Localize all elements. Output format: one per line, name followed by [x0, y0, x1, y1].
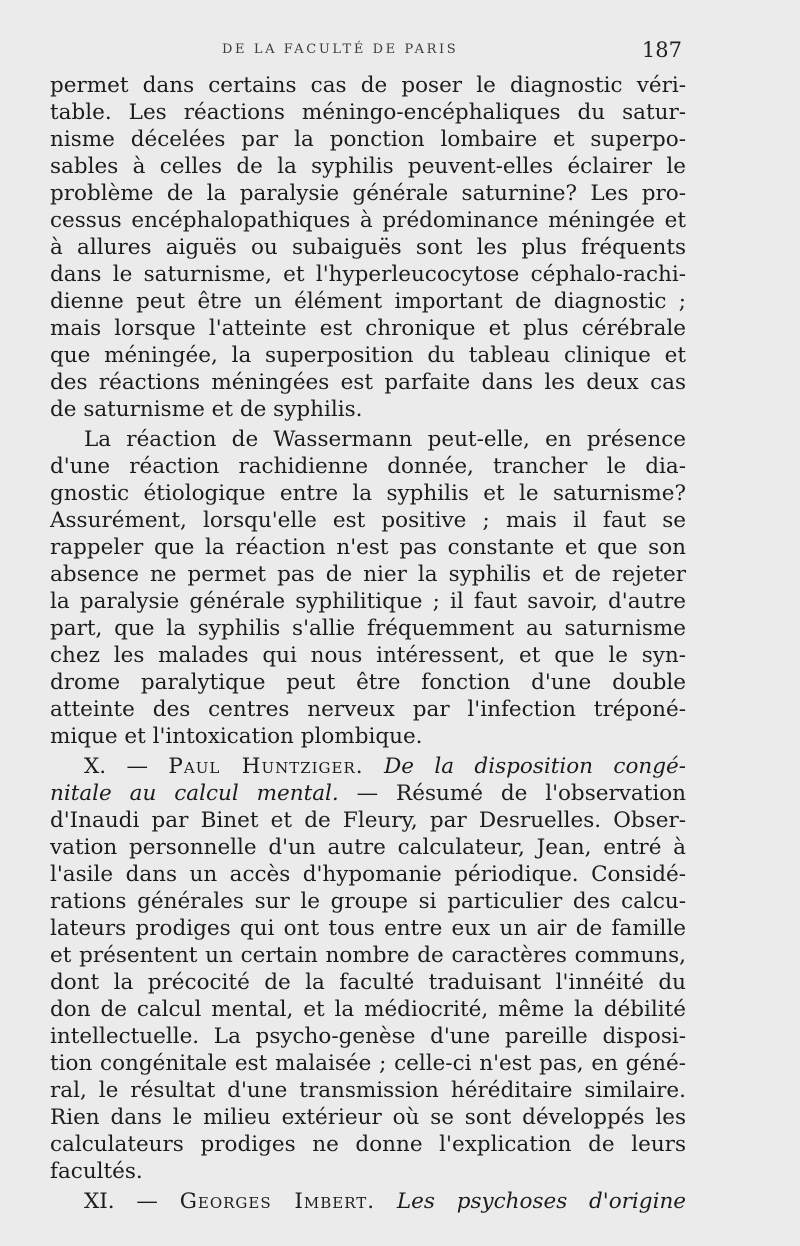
text-line: la paralysie générale syphilitique ; il faut savoir, d'autre: [50, 589, 686, 614]
text-line: rappeler que la réaction n'est pas constante et que son: [50, 535, 686, 560]
text-line: d'Inaudi par Binet et de Fleury, par Desruelles. Obser-: [50, 808, 686, 833]
entry-number: XI.: [84, 1189, 115, 1214]
text-line: part, que la syphilis s'allie fréquemment au saturnisme: [50, 616, 686, 641]
entry-title: De la disposition congé-: [384, 754, 686, 779]
text-line: à allures aiguës ou subaiguës sont les plus fréquents: [50, 235, 686, 260]
text-line: [50, 780, 686, 807]
text-line: dienne peut être un élément important de diagnostic ;: [50, 289, 686, 314]
text-line: ral, le résultat d'une transmission héréditaire similaire.: [50, 1078, 686, 1103]
text-line: chez les malades qui nous intéressent, et que le syn-: [50, 643, 686, 668]
text-line: problème de la paralysie générale saturnine? Les pro-: [50, 181, 686, 206]
text-line: permet dans certains cas de poser le diagnostic véri-: [50, 73, 686, 98]
page-header: [0, 38, 800, 64]
text-line: que méningée, la superposition du tableau clinique et: [50, 343, 686, 368]
text-line: mique et l'intoxication plombique.: [50, 724, 423, 749]
text-line: absence ne permet pas de nier la syphilis et de rejeter: [50, 562, 686, 587]
entry-author: Paul Huntziger.: [168, 754, 364, 779]
entry-title-cont: nitale au calcul mental.: [50, 781, 339, 806]
text-line: drome paralytique peut être fonction d'une double: [50, 670, 686, 695]
text-line: dans le saturnisme, et l'hyperleucocytose céphalo-rachi-: [50, 262, 686, 287]
text-line: La réaction de Wassermann peut-elle, en présence: [84, 427, 686, 452]
text-line: Rien dans le milieu extérieur où se sont développés les: [50, 1105, 686, 1130]
text-line: tion congénitale est malaisée ; celle-ci n'est pas, en géné-: [50, 1051, 686, 1076]
text-line: dont la précocité de la faculté traduisant l'innéité du: [50, 970, 686, 995]
text-line: mais lorsque l'atteinte est chronique et plus cérébrale: [50, 316, 686, 341]
text-line: cessus encéphalopathiques à prédominance méningée et: [50, 208, 686, 233]
text-line: Assurément, lorsqu'elle est positive ; mais il faut se: [50, 508, 686, 533]
text-line: nisme décelées par la ponction lombaire et superpo-: [50, 127, 686, 152]
text-line: facultés.: [50, 1159, 143, 1184]
text-line: atteinte des centres nerveux par l'infection tréponé-: [50, 697, 686, 722]
text-line: calculateurs prodiges ne donne l'explication de leurs: [50, 1132, 686, 1157]
text-line: rations générales sur le groupe si particulier des calcu-: [50, 889, 686, 914]
text-line: d'une réaction rachidienne donnée, trancher le dia-: [50, 454, 686, 479]
text-line: et présentent un certain nombre de caractères communs,: [50, 943, 686, 968]
text-line: don de calcul mental, et la médiocrité, même la débilité: [50, 997, 686, 1022]
entry-heading-x: X. — Paul Huntziger. De la disposition congé-: [84, 754, 686, 779]
page-number: 187: [641, 38, 682, 62]
text-line: vation personnelle d'un autre calculateur, Jean, entré à: [50, 835, 686, 860]
running-head: DE LA FACULTÉ DE PARIS: [222, 42, 459, 57]
entry-heading-xi: XI. — Georges Imbert. Les psychoses d'origine: [84, 1189, 687, 1214]
entry-title: Les psychoses d'origine: [396, 1189, 687, 1214]
text-line: l'asile dans un accès d'hypomanie périodique. Considé-: [50, 862, 686, 887]
text-line: sables à celles de la syphilis peuvent-elles éclairer le: [50, 154, 686, 179]
text-line: intellectuelle. La psycho-genèse d'une pareille disposi-: [50, 1024, 686, 1049]
text-line: table. Les réactions méningo-encéphaliques du satur-: [50, 100, 686, 125]
entry-author: Georges Imbert.: [179, 1189, 376, 1214]
entry-number: X.: [84, 754, 107, 779]
text-line: des réactions méningées est parfaite dans les deux cas: [50, 370, 686, 395]
entry-summary-start: — Résumé de l'observation: [338, 781, 686, 806]
text-line: de saturnisme et de syphilis.: [50, 397, 363, 422]
text-line: gnostic étiologique entre la syphilis et le saturnisme?: [50, 481, 686, 506]
text-line: lateurs prodiges qui ont tous entre eux un air de famille: [50, 916, 686, 941]
